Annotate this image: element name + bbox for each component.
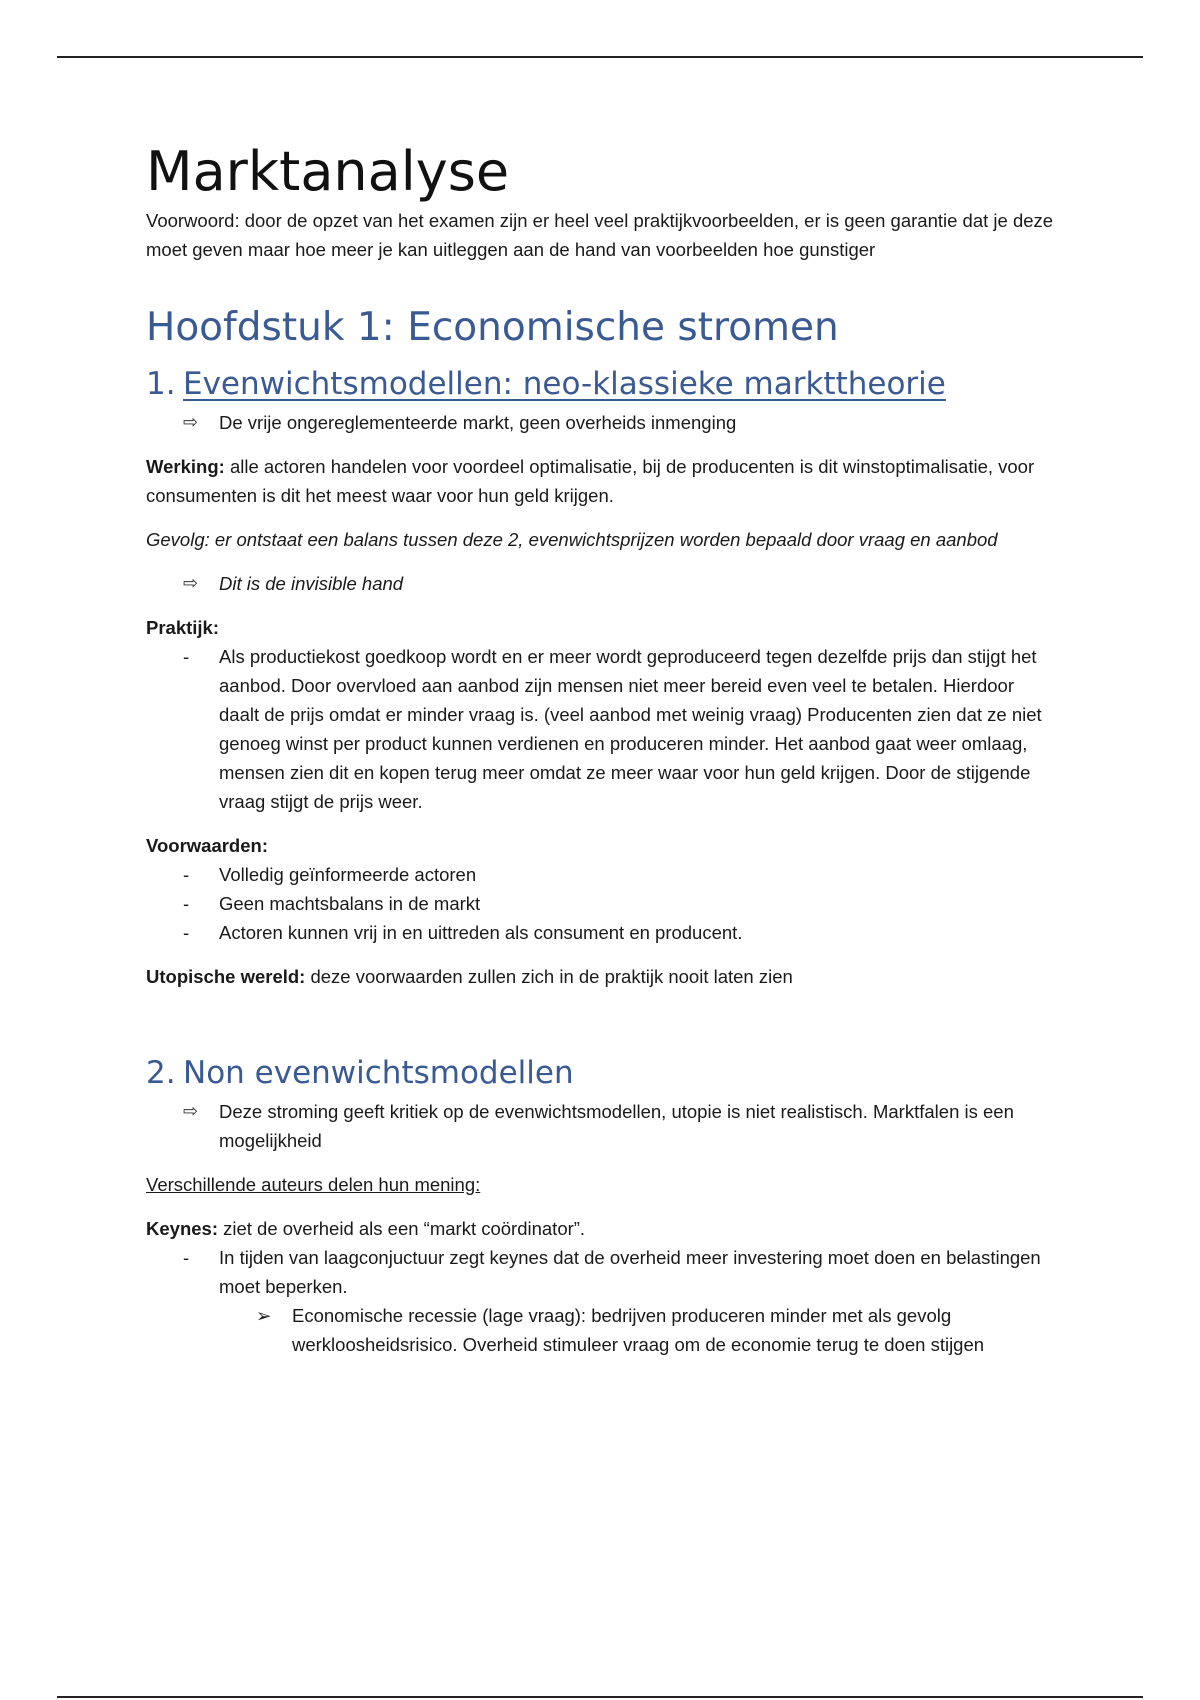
praktijk-label: Praktijk:: [146, 617, 220, 638]
triangle-arrow-icon: ➢: [256, 1305, 272, 1326]
werking-paragraph: [146, 452, 1056, 510]
keynes-paragraph: [146, 1214, 1056, 1243]
werking-label: Werking:: [146, 456, 225, 477]
dash-bullet: -: [183, 1247, 190, 1268]
foreword: Voorwoord: door de opzet van het examen zijn er heel veel praktijkvoorbeelden, er is geen garantie dat je deze moet geven maar hoe meer je kan uitleggen aan de hand van voorbeelden hoe gunstiger: [146, 210, 1054, 260]
dash-bullet: -: [183, 864, 190, 885]
arrow-bullet-text: De vrije ongereglementeerde markt, geen overheids inmenging: [219, 412, 737, 433]
list-item-text: In tijden van laagconjuctuur zegt keynes dat de overheid meer investering moet doen en belastingen moet beperken.: [219, 1247, 1041, 1297]
footer-rule: [57, 1696, 1143, 1698]
list-item: [146, 918, 1056, 947]
list-item-text: Als productiekost goedkoop wordt en er meer wordt geproduceerd tegen dezelfde prijs dan stijgt het aanbod. Door overvloed aan aanbod zijn mensen niet meer bereid even veel te betalen. Hierdoor daalt de prijs omdat er minder vraag is. (veel aanbod met weinig vraag) Producenten zien dat ze niet genoeg winst per product kunnen verdienen en produceren minder. Het aanbod gaat weer omlaag, mensen zien dit en kopen terug meer omdat ze meer waar voor hun geld krijgen. Door de stijgende vraag stijgt de prijs weer.: [219, 646, 1042, 812]
keynes-label: Keynes:: [146, 1218, 218, 1239]
list-item-text: Geen machtsbalans in de markt: [219, 893, 481, 914]
arrow-bullet-text: Deze stroming geeft kritiek op de evenwichtsmodellen, utopie is niet realistisch. Marktfalen is een mogelijkheid: [219, 1101, 1014, 1151]
praktijk-list: [146, 642, 1056, 816]
dash-bullet: -: [183, 646, 190, 667]
arrow-bullet: [146, 569, 1056, 598]
document-page: [146, 140, 1056, 1359]
sub-list-item-text: Economische recessie (lage vraag): bedrijven produceren minder met als gevolg werkloosheidsrisico. Overheid stimuleer vraag om de economie terug te doen stijgen: [292, 1305, 985, 1355]
sub-list-item: [146, 1301, 1056, 1359]
voorwaarden-label: Voorwaarden:: [146, 835, 268, 856]
arrow-right-icon: ⇨: [183, 1101, 199, 1121]
keynes-list: [146, 1243, 1056, 1359]
utopisch-text: deze voorwaarden zullen zich in de praktijk nooit laten zien: [305, 966, 793, 987]
header-rule: [57, 56, 1143, 58]
arrow-bullet: [146, 1097, 1056, 1155]
voorwaarden-list: [146, 860, 1056, 947]
arrow-bullet: [146, 408, 1056, 437]
utopisch-paragraph: [146, 962, 1056, 991]
list-item: [146, 889, 1056, 918]
list-item: [146, 1243, 1056, 1301]
list-item: [146, 860, 1056, 889]
chapter-heading: Hoofdstuk 1: Economische stromen: [146, 305, 839, 350]
arrow-right-icon: ⇨: [183, 412, 199, 432]
section-2-heading: [146, 1053, 1056, 1093]
section-2-title: Non evenwichtsmodellen: [183, 1055, 574, 1091]
arrow-bullet-text: Dit is de invisible hand: [219, 573, 404, 594]
utopisch-label: Utopische wereld:: [146, 966, 306, 987]
list-item-text: Actoren kunnen vrij in en uittreden als consument en producent.: [219, 922, 743, 943]
section-1-number: 1.: [146, 366, 176, 402]
authors-heading: Verschillende auteurs delen hun mening:: [146, 1174, 481, 1195]
document-title: Marktanalyse: [146, 140, 510, 203]
list-item: [146, 642, 1056, 816]
werking-text: alle actoren handelen voor voordeel optimalisatie, bij de producenten is dit winstoptimalisatie, voor consumenten is dit het meest waar voor hun geld krijgen.: [146, 456, 1035, 506]
gevolg-paragraph: Gevolg: er ontstaat een balans tussen deze 2, evenwichtsprijzen worden bepaald door vraag en aanbod: [146, 529, 998, 550]
list-item-text: Volledig geïnformeerde actoren: [219, 864, 477, 885]
keynes-text: ziet de overheid als een “markt coördinator”.: [217, 1218, 586, 1239]
dash-bullet: -: [183, 893, 190, 914]
section-2-number: 2.: [146, 1055, 176, 1091]
section-1-heading: [146, 364, 1056, 404]
arrow-right-icon: ⇨: [183, 573, 199, 593]
section-1-title: Evenwichtsmodellen: neo-klassieke markttheorie: [183, 366, 946, 402]
dash-bullet: -: [183, 922, 190, 943]
